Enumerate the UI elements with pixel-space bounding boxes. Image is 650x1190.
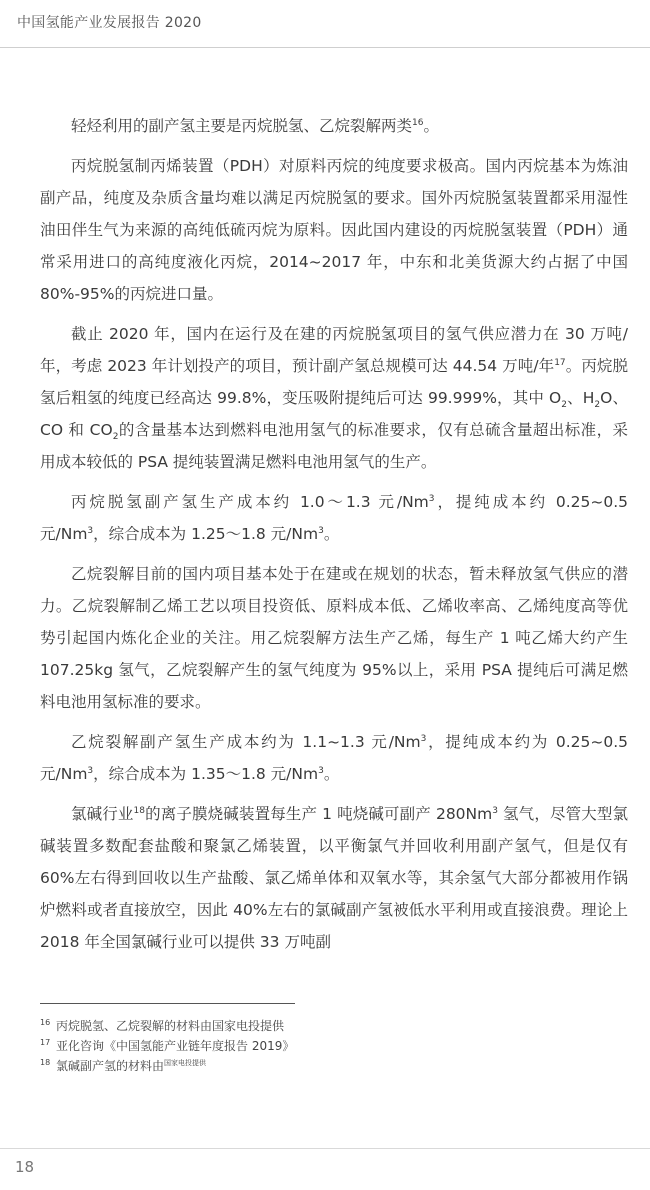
paragraph-2: 丙烷脱氢制丙烯装置（PDH）对原料丙烷的纯度要求极高。国内丙烷基本为炼油副产品，纯度及杂质含量均难以满足丙烷脱氢的要求。国外丙烷脱氢装置都采用湿性油田伴生气为来源的高纯低硫丙烷为原料。因此国内建设的丙烷脱氢装置（PDH）通常采用进口的高纯度液化丙烷，2014~2017 年，中东和北美货源大约占据了中国 80%-95%的丙烷进口量。 [40,157,628,303]
superscript: 3 [492,805,498,816]
body-text [40,110,628,966]
footnote-16: 16 丙烷脱氢、乙烷裂解的材料由国家电投提供 [40,1018,285,1033]
footnote-18: 18 氯碱副产氢的材料由$^{国家电投提供}$ [40,1058,207,1073]
superscript: 3 [318,765,324,776]
paragraph-6 [40,726,628,790]
footnote-text: 氯碱副产氢的材料由 [56,1059,165,1073]
footnote-text-small: 国家电投提供 [164,1059,207,1067]
paragraph-text: 。 [323,525,340,543]
footnote-ref-16: 16 [412,117,424,128]
paragraph-text: ，提纯成本约 0.25~0.5 元/Nm [40,493,629,543]
paragraph-3 [40,318,628,478]
footer-divider [0,1148,650,1149]
paragraph-text: 氯碱行业 [71,805,134,823]
footnote-ref-17: 17 [554,357,566,368]
paragraph-1 [40,110,628,142]
paragraph-text: ，提纯成本约为 0.25~0.5 元/Nm [40,733,629,783]
subscript: 2 [561,400,567,411]
superscript: 3 [87,765,94,776]
paragraph-7 [40,798,628,958]
paragraph-text: 乙烷裂解副产氢生产成本约为 1.1~1.3 元/Nm [71,733,421,751]
paragraph-text: 。 [423,117,439,135]
paragraph-text: ，综合成本为 1.25～1.8 元/Nm [93,525,319,543]
paragraph-5: 乙烷裂解目前的国内项目基本处于在建或在规划的状态，暂未释放氢气供应的潜力。乙烷裂解制乙烯工艺以项目投资低、原料成本低、乙烯收率高、乙烯纯度高等优势引起国内炼化企业的关注。用乙烷裂解方法生产乙烯，每生产 1 吨乙烯大约产生 107.25kg 氢气，乙烷裂解产生的氢气纯度为 95%以上，采用 PSA 提纯后可满足燃料电池用氢标准的要求。 [40,565,628,711]
paragraph-text: 丙烷脱氢副产氢生产成本约 1.0～1.3 元/Nm [71,493,429,511]
footnote-text: 亚化咨询《中国氢能产业链年度报告 2019》 [56,1039,295,1053]
superscript: 3 [318,525,324,536]
paragraph-text: 的离子膜烧碱装置每生产 1 吨烧碱可副产 280Nm [145,805,493,823]
subscript: 2 [112,432,119,443]
subscript: 2 [594,400,601,411]
paragraph-text: 。丙烷脱氢后粗氢的纯度已经高达 99.8%，变压吸附提纯后可达 99.999%，其中 O [40,357,628,407]
footnote-17: 17 亚化咨询《中国氢能产业链年度报告 2019》 [40,1038,295,1053]
footnote-text: 丙烷脱氢、乙烷裂解的材料由国家电投提供 [56,1019,285,1033]
running-header: 中国氢能产业发展报告 2020 [17,15,202,31]
footnote-divider [40,1003,295,1004]
footnotes [40,1016,628,1076]
paragraph-text: 轻烃利用的副产氢主要是丙烷脱氢、乙烷裂解两类 [71,117,413,135]
paragraph-text: 的含量基本达到燃料电池用氢气的标准要求，仅有总硫含量超出标准，采用成本较低的 PSA 提纯装置满足燃料电池用氢气的生产。 [40,421,628,471]
superscript: 3 [428,493,435,504]
paragraph-4 [40,486,628,550]
footnote-ref-18: 18 [133,805,145,816]
paragraph-text: O、CO 和 CO [40,389,628,439]
page-number: 18 [15,1158,35,1176]
paragraph-text: 氢气，尽管大型氯碱装置多数配套盐酸和聚氯乙烯装置，以平衡氯气并回收利用副产氢气，但是仅有 60%左右得到回收以生产盐酸、氯乙烯单体和双氧水等，其余氢气大部分都被用作锅炉燃料或者直接放空，因此 40%左右的氯碱副产氢被低水平利用或直接浪费。理论上 2018 年全国氯碱行业可以提供 33 万吨副 [40,805,628,951]
paragraph-text: ，综合成本为 1.35～1.8 元/Nm [93,765,319,783]
header-divider [0,47,650,48]
paragraph-text: 截止 2020 年，国内在运行及在建的丙烷脱氢项目的氢气供应潜力在 30 万吨/年，考虑 2023 年计划投产的项目，预计副产氢总规模可达 44.54 万吨/年 [40,325,628,375]
superscript: 3 [420,733,427,744]
paragraph-text: 。 [323,765,340,783]
superscript: 3 [87,525,94,536]
paragraph-text: 、H [566,389,595,407]
